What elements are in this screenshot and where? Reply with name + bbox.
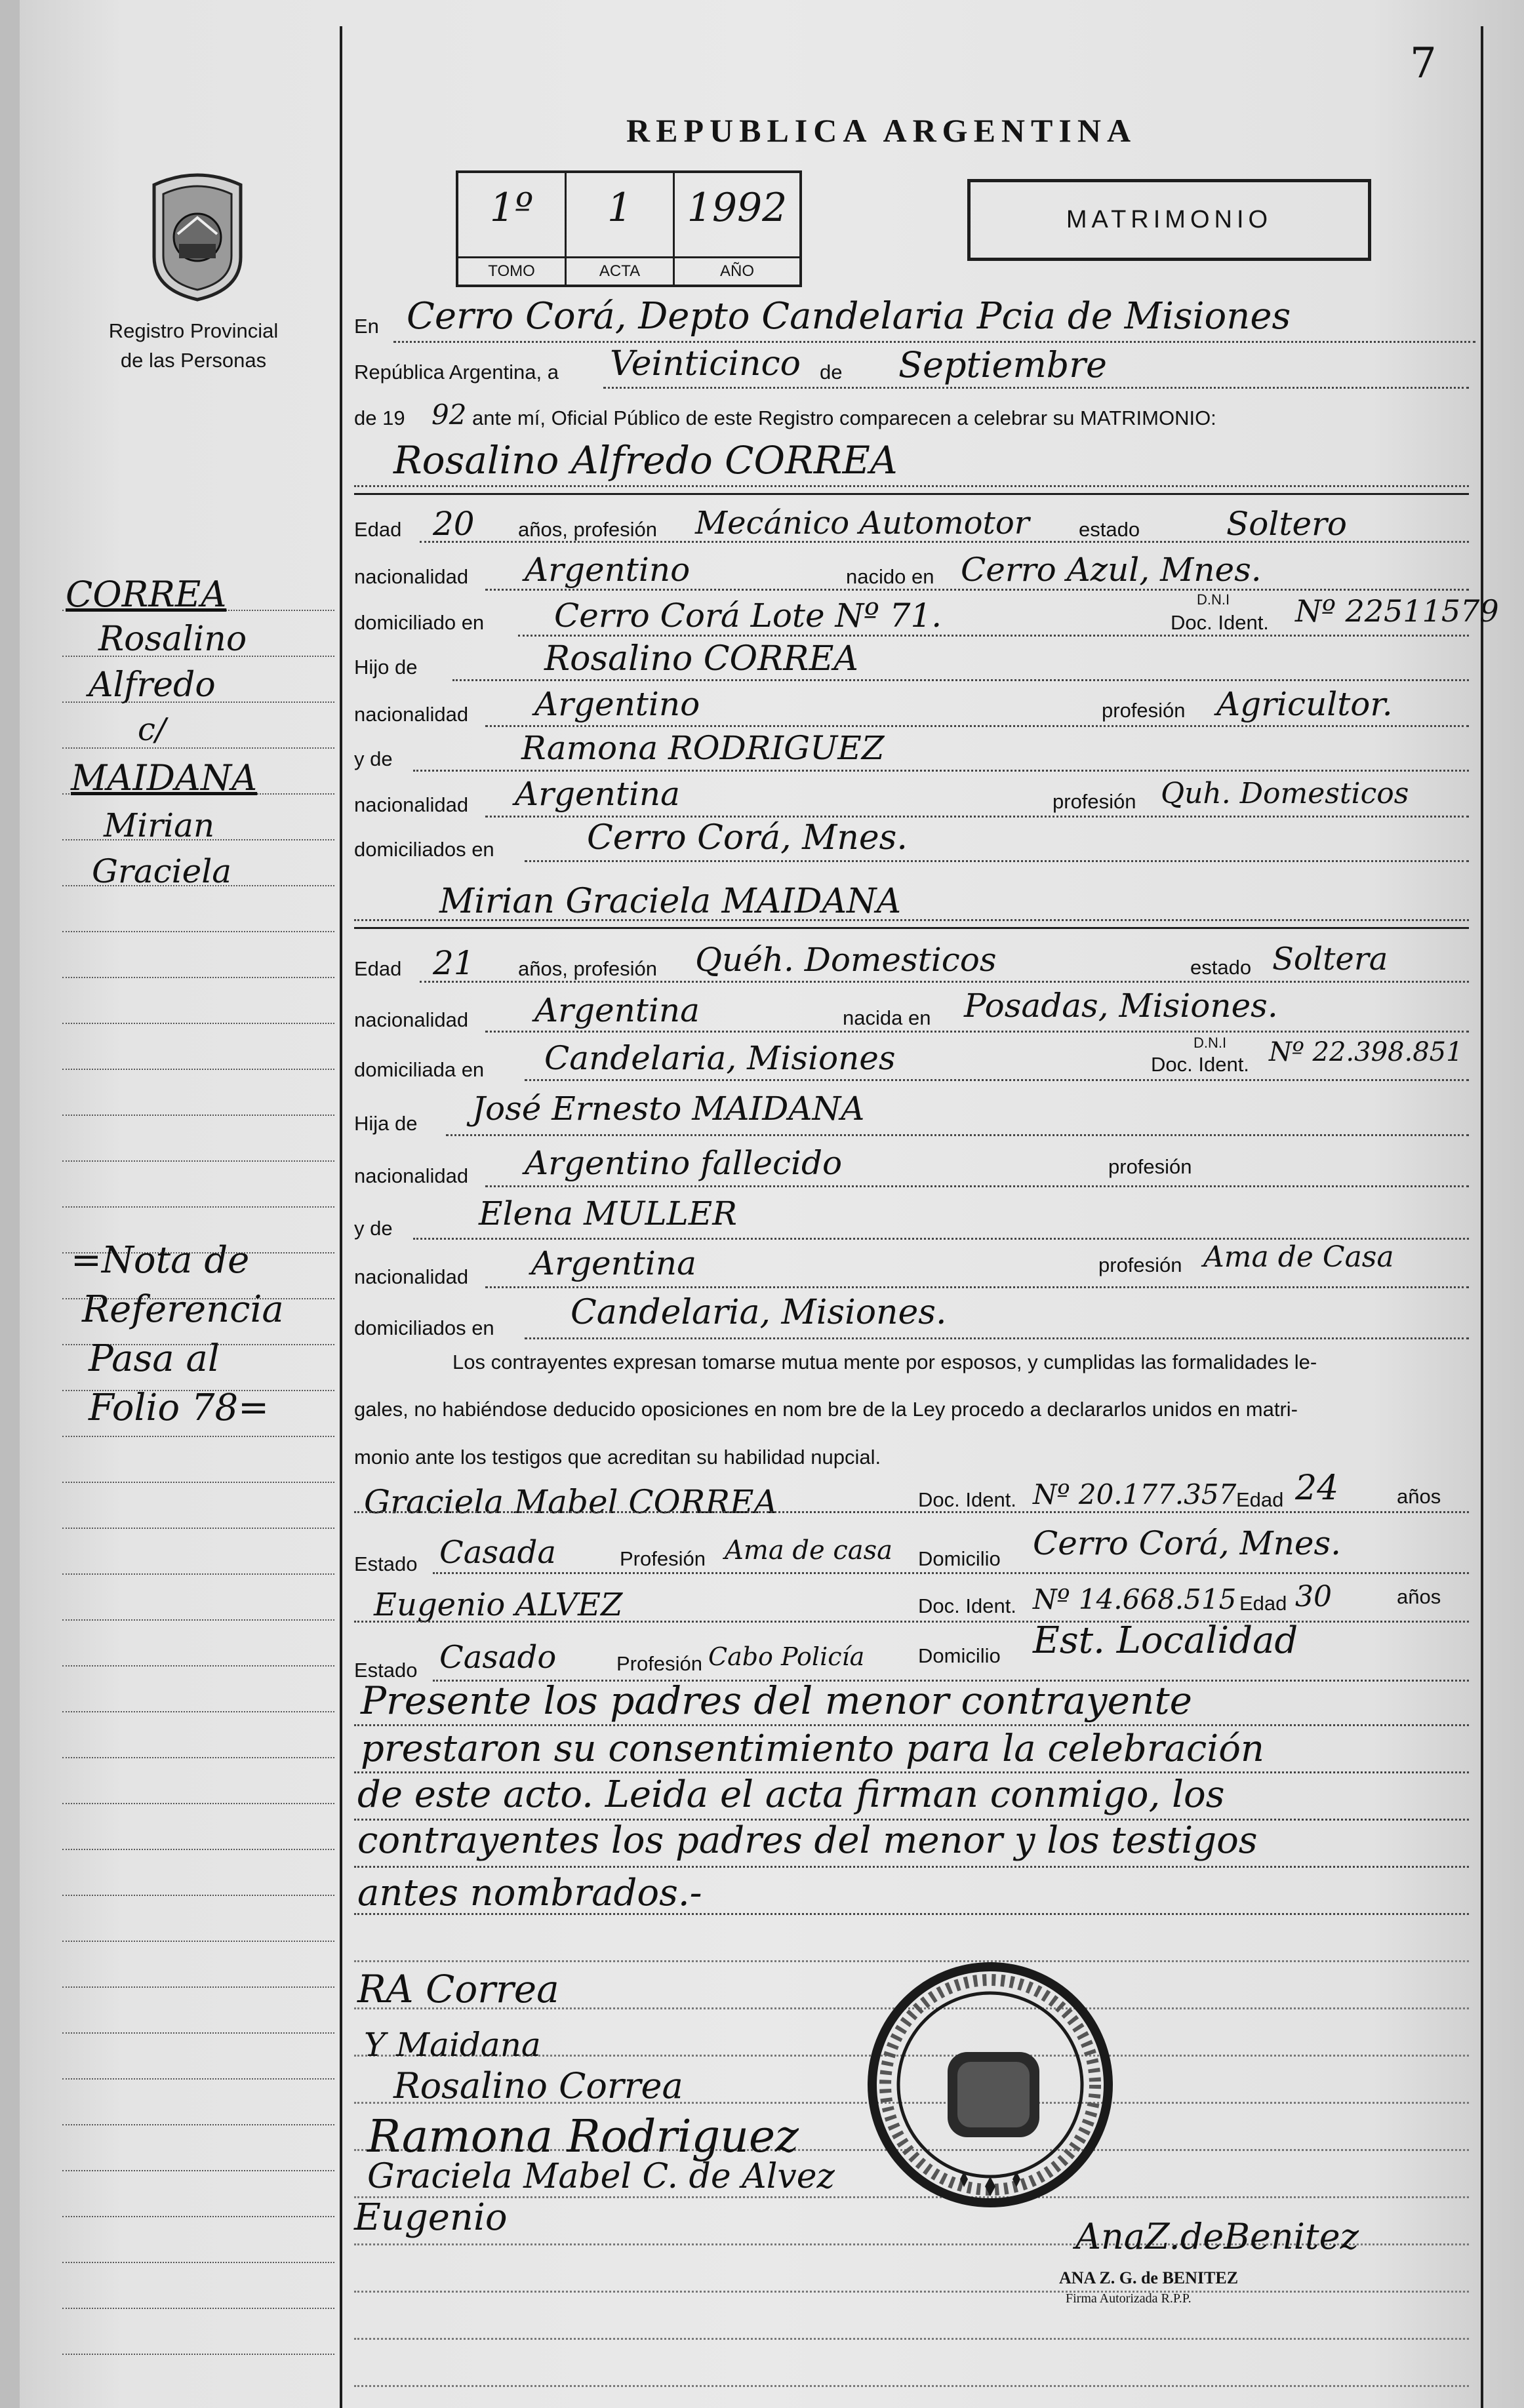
bride-estado-label: estado bbox=[1190, 956, 1252, 979]
day-value: Veinticinco bbox=[610, 344, 801, 384]
notes-line-4: contrayentes los padres del menor y los testigos bbox=[357, 1819, 1258, 1862]
signature-4: Ramona Rodriguez bbox=[367, 2111, 799, 2163]
notes-rule-1 bbox=[354, 1724, 1469, 1726]
bride-estado: Soltera bbox=[1272, 941, 1388, 977]
groom-mother-prof-label: profesión bbox=[1053, 790, 1136, 813]
margin-rule bbox=[62, 931, 334, 932]
groom-edad-label: Edad bbox=[354, 518, 402, 541]
groom-y-de-label: y de bbox=[354, 747, 393, 770]
witness2-anos-label: años bbox=[1397, 1585, 1441, 1608]
bride-dni-label: D.N.I bbox=[1193, 1035, 1227, 1051]
groom-nacido-label: nacido en bbox=[846, 565, 934, 588]
declaration-line-2: gales, no habiéndose deducido oposiciones en nom bre de la Ley procedo a declararlos unidos en matri- bbox=[354, 1398, 1298, 1421]
groom-mother-line bbox=[413, 770, 1469, 772]
groom-father-nac-line bbox=[485, 725, 1469, 727]
groom-dni-label: D.N.I bbox=[1197, 591, 1230, 608]
bride-father-prof-label: profesión bbox=[1108, 1155, 1192, 1178]
groom-estado: Soltero bbox=[1226, 505, 1348, 543]
en-label: En bbox=[354, 315, 379, 338]
year-prefix: de 19 bbox=[354, 406, 405, 429]
margin-rule bbox=[62, 1619, 334, 1621]
witness1-profesion-label: Profesión bbox=[620, 1547, 706, 1570]
groom-dom-line bbox=[518, 635, 1469, 637]
bride-dom-line bbox=[525, 1079, 1469, 1081]
margin-rule bbox=[62, 1115, 334, 1116]
witness1-name: Graciela Mabel CORREA bbox=[364, 1483, 778, 1521]
groom-parents-dom-label: domiciliados en bbox=[354, 838, 494, 861]
groom-section-rule bbox=[354, 493, 1469, 495]
groom-mother-nac: Argentina bbox=[515, 775, 680, 813]
provincial-seal-icon bbox=[141, 172, 254, 303]
margin-rule bbox=[62, 2354, 334, 2355]
groom-father: Rosalino CORREA bbox=[544, 639, 858, 679]
bride-domiciliada-label: domiciliada en bbox=[354, 1058, 485, 1081]
bride-nacionalidad: Argentina bbox=[534, 991, 700, 1029]
margin-note-line-4: Folio 78= bbox=[89, 1387, 270, 1429]
bride-mother-nac: Argentina bbox=[531, 1244, 696, 1282]
bride-mother-nac-line bbox=[485, 1286, 1469, 1288]
groom-nacionalidad-label: nacionalidad bbox=[354, 565, 469, 588]
witness1-estado-label: Estado bbox=[354, 1552, 418, 1575]
bride-mother-nac-label: nacionalidad bbox=[354, 1265, 469, 1288]
year-suffix: 92 bbox=[431, 399, 467, 431]
groom-mother-nac-label: nacionalidad bbox=[354, 793, 469, 816]
groom-doc: Nº 22511579 bbox=[1295, 593, 1499, 629]
bride-nacida-en: Posadas, Misiones. bbox=[964, 987, 1278, 1025]
bride-profesion: Quéh. Domesticos bbox=[695, 941, 997, 979]
month-value: Septiembre bbox=[898, 344, 1107, 385]
acta-cell bbox=[567, 173, 675, 285]
witness2-doc-label: Doc. Ident. bbox=[918, 1594, 1016, 1617]
bride-mother-prof: Ama de Casa bbox=[1203, 1240, 1394, 1274]
bride-mother-line bbox=[413, 1238, 1469, 1240]
acta-label: ACTA bbox=[567, 256, 673, 281]
groom-mother: Ramona RODRIGUEZ bbox=[521, 729, 885, 767]
witness1-doc: Nº 20.177.357 bbox=[1033, 1478, 1237, 1510]
groom-name-line bbox=[354, 485, 1469, 487]
acta-value: 1 bbox=[607, 185, 633, 231]
signature-5: Graciela Mabel C. de Alvez bbox=[367, 2157, 835, 2196]
witness2-estado-label: Estado bbox=[354, 1659, 418, 1682]
bride-father-nac-label: nacionalidad bbox=[354, 1164, 469, 1187]
margin-groom-name-2: Alfredo bbox=[89, 665, 216, 705]
place-line bbox=[393, 341, 1475, 343]
margin-rule bbox=[62, 1528, 334, 1529]
bride-section-rule bbox=[354, 927, 1469, 929]
country-title: REPUBLICA ARGENTINA bbox=[626, 112, 1137, 149]
groom-father-nac: Argentino bbox=[534, 685, 700, 723]
bride-edad-label: Edad bbox=[354, 957, 402, 980]
margin-groom-name-1: Rosalino bbox=[98, 620, 247, 659]
margin-rule bbox=[62, 1849, 334, 1850]
bride-name-line bbox=[354, 919, 1469, 921]
bride-father-nac-line bbox=[485, 1185, 1469, 1187]
bride-doc: Nº 22.398.851 bbox=[1269, 1037, 1463, 1067]
groom-father-prof-label: profesión bbox=[1102, 699, 1186, 722]
signature-1: RA Correa bbox=[357, 1967, 559, 2011]
official-stamp-icon bbox=[866, 1960, 1115, 2209]
margin-rule bbox=[62, 1757, 334, 1758]
left-edge-shadow bbox=[0, 0, 20, 2408]
bride-father-nac: Argentino fallecido bbox=[525, 1144, 843, 1182]
declaration-line-1: Los contrayentes expresan tomarse mutua mente por esposos, y cumplidas las formalidades le- bbox=[452, 1351, 1317, 1373]
body-rule bbox=[354, 2338, 1469, 2340]
bride-y-de-label: y de bbox=[354, 1217, 393, 1240]
margin-rule bbox=[62, 977, 334, 978]
bride-doc-label: Doc. Ident. bbox=[1151, 1053, 1249, 1076]
margin-rule bbox=[62, 747, 334, 749]
registry-name: Registro Provincial de las Personas bbox=[108, 319, 279, 372]
groom-father-line bbox=[452, 679, 1469, 681]
margin-rule bbox=[62, 1941, 334, 1942]
de-label: de bbox=[820, 361, 843, 384]
witness1-edad: 24 bbox=[1295, 1469, 1339, 1508]
bride-parents-dom: Candelaria, Misiones. bbox=[571, 1293, 947, 1332]
place-value: Cerro Corá, Depto Candelaria Pcia de Misiones bbox=[407, 295, 1291, 338]
groom-father-nac-label: nacionalidad bbox=[354, 703, 469, 726]
groom-mother-prof: Quh. Domesticos bbox=[1161, 777, 1409, 810]
official-signature: AnaZ.deBenitez bbox=[1075, 2216, 1359, 2257]
anio-cell bbox=[675, 173, 799, 285]
groom-estado-label: estado bbox=[1079, 518, 1140, 541]
groom-parents-dom: Cerro Corá, Mnes. bbox=[587, 818, 908, 858]
witness2-doc: Nº 14.668.515 bbox=[1033, 1583, 1237, 1615]
groom-domiciliado-label: domiciliado en bbox=[354, 611, 485, 634]
groom-hijo-label: Hijo de bbox=[354, 656, 418, 679]
margin-rule bbox=[62, 2216, 334, 2217]
bride-profesion-label: años, profesión bbox=[518, 957, 657, 980]
groom-father-prof: Agricultor. bbox=[1216, 685, 1393, 723]
bride-father: José Ernesto MAIDANA bbox=[472, 1090, 865, 1128]
margin-note-line-1: =Nota de bbox=[71, 1239, 250, 1282]
witness1-domicilio-label: Domicilio bbox=[918, 1547, 1001, 1570]
groom-profesion: Mecánico Automotor bbox=[695, 505, 1030, 542]
witness2-name: Eugenio ALVEZ bbox=[374, 1587, 623, 1623]
notes-rule-4 bbox=[354, 1866, 1469, 1868]
margin-rule bbox=[62, 1206, 334, 1208]
bride-edad: 21 bbox=[433, 944, 475, 982]
margin-groom-surname: CORREA bbox=[66, 574, 227, 615]
official-title: Firma Autorizada R.P.P. bbox=[1066, 2291, 1192, 2306]
witness1-doc-label: Doc. Ident. bbox=[918, 1488, 1016, 1511]
margin-note-line-2: Referencia bbox=[82, 1288, 284, 1331]
groom-profesion-label: años, profesión bbox=[518, 518, 657, 541]
groom-mother-nac-line bbox=[485, 816, 1469, 818]
groom-full-name: Rosalino Alfredo CORREA bbox=[393, 438, 898, 483]
margin-rule bbox=[62, 1482, 334, 1483]
margin-rule bbox=[62, 1711, 334, 1712]
signature-2: Y Maidana bbox=[364, 2026, 541, 2064]
tomo-label: TOMO bbox=[458, 256, 565, 281]
bride-domicilio: Candelaria, Misiones bbox=[544, 1039, 896, 1077]
groom-doc-label: Doc. Ident. bbox=[1171, 611, 1269, 634]
signature-6: Eugenio bbox=[354, 2196, 508, 2239]
date-line bbox=[603, 387, 1469, 389]
republica-label: República Argentina, a bbox=[354, 361, 559, 384]
margin-rule bbox=[62, 2032, 334, 2034]
notes-rule-5 bbox=[354, 1913, 1469, 1915]
notes-line-3: de este acto. Leida el acta firman conmigo, los bbox=[357, 1773, 1225, 1816]
witness2-line bbox=[354, 1621, 1469, 1623]
margin-bride-name-1: Mirian bbox=[104, 806, 215, 844]
bride-nac-line bbox=[485, 1031, 1469, 1033]
margin-rule bbox=[62, 1573, 334, 1575]
body-rule bbox=[354, 2385, 1469, 2387]
bride-parents-dom-line bbox=[525, 1337, 1469, 1339]
margin-divider bbox=[340, 26, 342, 2408]
act-type-box: MATRIMONIO bbox=[967, 179, 1371, 261]
groom-nacido-en: Cerro Azul, Mnes. bbox=[961, 551, 1262, 589]
margin-rule bbox=[62, 2078, 334, 2080]
bride-nacida-label: nacida en bbox=[843, 1006, 931, 1029]
witness2-estado: Casado bbox=[439, 1639, 557, 1676]
witness1-anos-label: años bbox=[1397, 1485, 1441, 1508]
witness1-edad-label: Edad bbox=[1236, 1488, 1284, 1511]
groom-domicilio: Cerro Corá Lote Nº 71. bbox=[554, 597, 942, 635]
groom-edad-line bbox=[420, 541, 1469, 543]
margin-bride-surname: MAIDANA bbox=[71, 757, 258, 799]
margin-rule bbox=[62, 1665, 334, 1667]
bride-hija-label: Hija de bbox=[354, 1112, 418, 1135]
margin-rule bbox=[62, 1895, 334, 1896]
anio-label: AÑO bbox=[675, 256, 799, 281]
official-name: ANA Z. G. de BENITEZ bbox=[1059, 2268, 1239, 2287]
witness2-profesion-label: Profesión bbox=[616, 1652, 702, 1675]
margin-rule bbox=[62, 1069, 334, 1070]
notes-line-1: Presente los padres del menor contrayente bbox=[361, 1678, 1192, 1723]
groom-edad: 20 bbox=[433, 505, 475, 543]
groom-nac-line bbox=[485, 589, 1469, 591]
witness1-line bbox=[354, 1511, 1469, 1513]
right-border bbox=[1481, 26, 1483, 2408]
bride-parents-dom-label: domiciliados en bbox=[354, 1316, 494, 1339]
bride-nacionalidad-label: nacionalidad bbox=[354, 1008, 469, 1031]
bride-mother-prof-label: profesión bbox=[1098, 1253, 1182, 1276]
margin-note-line-3: Pasa al bbox=[89, 1337, 220, 1380]
margin-rule bbox=[62, 2308, 334, 2309]
margin-rule bbox=[62, 1023, 334, 1024]
margin-rule bbox=[62, 1160, 334, 1162]
tomo-cell bbox=[458, 173, 567, 285]
body-rule bbox=[354, 2291, 1469, 2293]
page-number: 7 bbox=[1410, 39, 1437, 88]
declaration-line-3: monio ante los testigos que acreditan su habilidad nupcial. bbox=[354, 1446, 881, 1469]
witness2-edad-label: Edad bbox=[1239, 1592, 1287, 1615]
bride-mother: Elena MULLER bbox=[479, 1194, 737, 1233]
bride-edad-line bbox=[420, 981, 1469, 983]
notes-line-2: prestaron su consentimiento para la celebración bbox=[361, 1727, 1264, 1770]
margin-rule bbox=[62, 2124, 334, 2125]
groom-nacionalidad: Argentino bbox=[525, 551, 691, 589]
bride-father-line bbox=[446, 1134, 1469, 1136]
witness1-domicilio: Cerro Corá, Mnes. bbox=[1033, 1524, 1342, 1562]
margin-bride-name-2: Graciela bbox=[92, 852, 232, 890]
witness1-profesion: Ama de casa bbox=[725, 1535, 892, 1566]
margin-rule bbox=[62, 1803, 334, 1804]
margin-rule bbox=[62, 1986, 334, 1988]
margin-rule bbox=[62, 2262, 334, 2263]
witness2-profesion: Cabo Policía bbox=[708, 1642, 865, 1671]
margin-rule bbox=[62, 2170, 334, 2171]
margin-connector: c/ bbox=[138, 711, 167, 748]
record-number-box bbox=[456, 170, 802, 287]
witness2-edad: 30 bbox=[1295, 1580, 1332, 1613]
witness1-estado-line bbox=[433, 1572, 1469, 1574]
witness1-estado: Casada bbox=[439, 1534, 556, 1571]
witness2-domicilio-label: Domicilio bbox=[918, 1644, 1001, 1667]
statement: ante mí, Oficial Público de este Registro comparecen a celebrar su MATRIMONIO: bbox=[472, 406, 1216, 429]
notes-line-5: antes nombrados.- bbox=[357, 1872, 702, 1914]
tomo-value: 1º bbox=[489, 185, 534, 231]
bride-full-name: Mirian Graciela MAIDANA bbox=[439, 882, 902, 921]
margin-rule bbox=[62, 1436, 334, 1437]
witness2-domicilio: Est. Localidad bbox=[1033, 1619, 1298, 1662]
anio-value: 1992 bbox=[687, 185, 788, 231]
groom-parents-dom-line bbox=[525, 860, 1469, 862]
signature-3: Rosalino Correa bbox=[393, 2065, 683, 2106]
